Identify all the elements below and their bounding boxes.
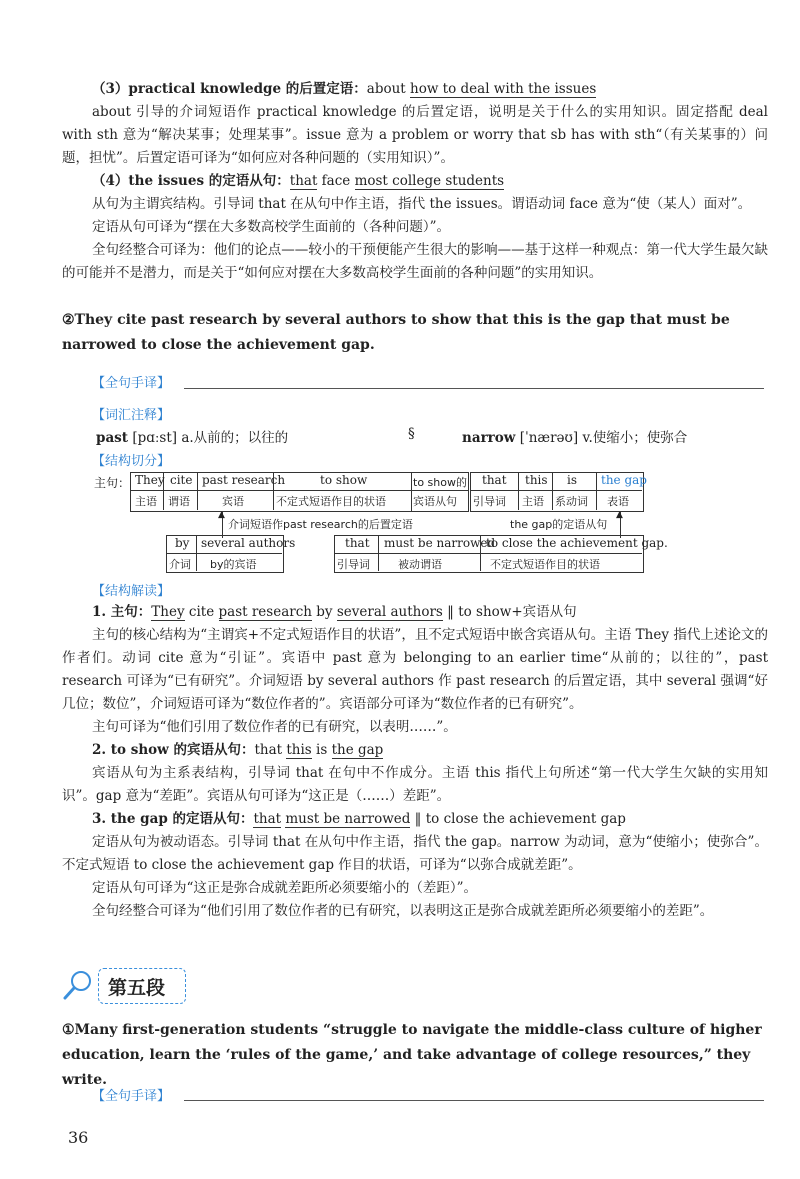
analysis-3-translation: 定语从句可译为“这正是弥合成就差距所必须要缩小的（差距）”。 xyxy=(92,880,478,896)
a3-head: 3. the gap 的定语从句： xyxy=(92,811,254,827)
r-introducer: 引导词 xyxy=(473,495,506,508)
item3-heading xyxy=(92,78,596,101)
item4-phrase-a: that xyxy=(289,173,318,189)
r-introducer-2: 引导词 xyxy=(337,558,370,571)
tag-translate-2: 【全句手译】 xyxy=(92,376,171,391)
magnifier-icon xyxy=(62,968,96,1002)
item4-body-2: 定语从句可译为“摆在大多数高校学生面前的（各种问题）”。 xyxy=(92,219,451,235)
vocab-past xyxy=(96,426,288,446)
main-label: 主句： xyxy=(94,476,131,490)
sentence-2: ②They cite past research by several authors to show that this is the gap that must be narrowed to close the achievement gap. xyxy=(62,312,730,353)
analysis-2-heading xyxy=(92,739,383,762)
w-to-close: to close the achievement gap. xyxy=(486,536,668,550)
a3-rest: ‖ to close the achievement gap xyxy=(410,811,626,827)
a2-this: this xyxy=(286,742,312,758)
full-translation-2: 全句经整合可译为“他们引用了数位作者的已有研究，以表明这正是弥合成就差距所必须要缩小的差距”。 xyxy=(92,903,714,919)
w-past-research: past research xyxy=(202,473,286,487)
a3-that: that xyxy=(253,811,282,827)
note-left: 介词短语作past research的后置定语 xyxy=(228,518,413,531)
r-predicative: 表语 xyxy=(607,495,629,508)
a3-must-be-narrowed: must be narrowed xyxy=(285,811,411,827)
a1-past-research: past research xyxy=(218,604,312,620)
section-title: 第五段 xyxy=(108,977,166,999)
full-translation-1: 全句经整合可译为：他们的论点——较小的干预便能产生很大的影响——基于这样一种观点：第一代大学生最欠缺的可能并不是潜力，而是关于“如何应对摆在大多数高校学生面前的各种问题”的实用知识。 xyxy=(62,242,768,281)
tag-vocab: 【词汇注释】 xyxy=(92,408,171,423)
item4-heading xyxy=(92,170,504,193)
r-subject: 主语 xyxy=(135,495,157,508)
vocab-past-word: past xyxy=(96,430,129,446)
translate-line-2[interactable] xyxy=(184,388,764,389)
item4-head: （4）the issues 的定语从句： xyxy=(92,173,290,189)
r-preposition: 介词 xyxy=(169,558,191,571)
analysis-1-heading xyxy=(92,601,577,624)
analysis-1-body: 主句的核心结构为“主谓宾+不定式短语作目的状语”，且不定式短语中嵌含宾语从句。主语 They 指代上述论文的作者们。动词 cite 意为“引证”。宾语中 past 意为 belonging to an earlier time“从前的；以往的”，past research 可译为“已有研究”。介词短语 by several authors 作 past research 的后置定语，其中 several 强调“好几位；数位”，介词短语可译为“数位作者的”。宾语部分可译为“数位作者的已有研究”。 xyxy=(62,627,768,712)
w-to-show: to show xyxy=(320,473,368,487)
vocab-narrow-def: [ˈnærəʊ] v.使缩小；使弥合 xyxy=(519,430,688,446)
vocab-narrow-word: narrow xyxy=(462,430,516,446)
w-cite: cite xyxy=(170,473,193,487)
a2-is: is xyxy=(311,742,332,758)
item3-phrase-b: how to deal with the issues xyxy=(410,81,597,97)
tag-structure: 【结构切分】 xyxy=(92,454,171,469)
vocab-past-def: [pɑːst] a.从前的；以往的 xyxy=(132,430,289,446)
a1-by: by xyxy=(316,604,333,620)
sentence-5-1: ①Many first-generation students “struggle to navigate the middle-class culture of higher education, learn the ‘rules of the game,’ and take advantage of college resources,” they write. xyxy=(62,1022,762,1088)
a1-head: 1. 主句： xyxy=(92,604,152,620)
r-linking-verb: 系动词 xyxy=(555,495,588,508)
item4-phrase-b: face xyxy=(317,173,355,189)
r-purpose-2: 不定式短语作目的状语 xyxy=(490,558,600,571)
r-predicate: 谓语 xyxy=(168,495,190,508)
vocab-narrow xyxy=(462,426,687,446)
page-number: 36 xyxy=(68,1128,89,1147)
a1-rest: ‖ to show+宾语从句 xyxy=(447,604,577,620)
w-this: this xyxy=(525,473,548,487)
r-passive-predicate: 被动谓语 xyxy=(398,558,442,571)
analysis-3-heading xyxy=(92,808,626,831)
item4-phrase-c: most college students xyxy=(354,173,505,189)
r-object: 宾语 xyxy=(222,495,244,508)
w-by: by xyxy=(175,536,190,550)
w-that: that xyxy=(482,473,507,487)
w-several-authors: several authors xyxy=(201,536,296,550)
note-right: the gap的定语从句 xyxy=(510,518,608,531)
w-is: is xyxy=(567,473,577,487)
item3-phrase-a: about xyxy=(366,81,410,97)
a1-cite: cite xyxy=(188,604,215,620)
a1-several-authors: several authors xyxy=(336,604,443,620)
item3-body: about 引导的介词短语作 practical knowledge 的后置定语，说明是关于什么的实用知识。固定搭配 deal with sth 意为“解决某事；处理某事”。issue 意为 a problem or worry that sb has with sth“（有关某事的）问题，担忧”。后置定语可译为“如何应对各种问题的（实用知识）”。 xyxy=(62,104,768,166)
w-that-2: that xyxy=(345,536,370,550)
w-they: They xyxy=(135,473,165,487)
translate-line-5[interactable] xyxy=(184,1100,764,1101)
r-subject-2: 主语 xyxy=(522,495,544,508)
to-show-label: to show的 xyxy=(413,476,467,489)
item3-head: （3）practical knowledge 的后置定语： xyxy=(92,81,367,97)
r-purpose: 不定式短语作目的状语 xyxy=(276,495,386,508)
analysis-1-translation: 主句可译为“他们引用了数位作者的已有研究，以表明……”。 xyxy=(92,719,457,735)
obj-clause-label: 宾语从句 xyxy=(413,495,457,508)
vocab-separator: § xyxy=(408,426,415,442)
a2-that: that xyxy=(254,742,287,758)
analysis-3-body: 定语从句为被动语态。引导词 that 在从句中作主语，指代 the gap。narrow 为动词，意为“使缩小；使弥合”。不定式短语 to close the achievement gap 作目的状语，可译为“以弥合成就差距”。 xyxy=(62,834,768,873)
w-the-gap: the gap xyxy=(601,473,647,487)
tag-analysis: 【结构解读】 xyxy=(92,584,171,599)
analysis-2-body: 宾语从句为主系表结构，引导词 that 在句中不作成分。主语 this 指代上句所述“第一代大学生欠缺的实用知识”。gap 意为“差距”。宾语从句可译为“这正是（……）差距”。 xyxy=(62,765,768,804)
tag-translate-5: 【全句手译】 xyxy=(92,1089,171,1104)
w-must-be-narrowed: must be narrowed xyxy=(384,536,496,550)
item4-body-1: 从句为主谓宾结构。引导词 that 在从句中作主语，指代 the issues。谓语动词 face 意为“使（某人）面对”。 xyxy=(92,196,752,212)
a2-head: 2. to show 的宾语从句： xyxy=(92,742,255,758)
a2-the-gap: the gap xyxy=(331,742,384,758)
a1-they: They xyxy=(151,604,185,620)
r-by-object: by的宾语 xyxy=(210,558,257,571)
